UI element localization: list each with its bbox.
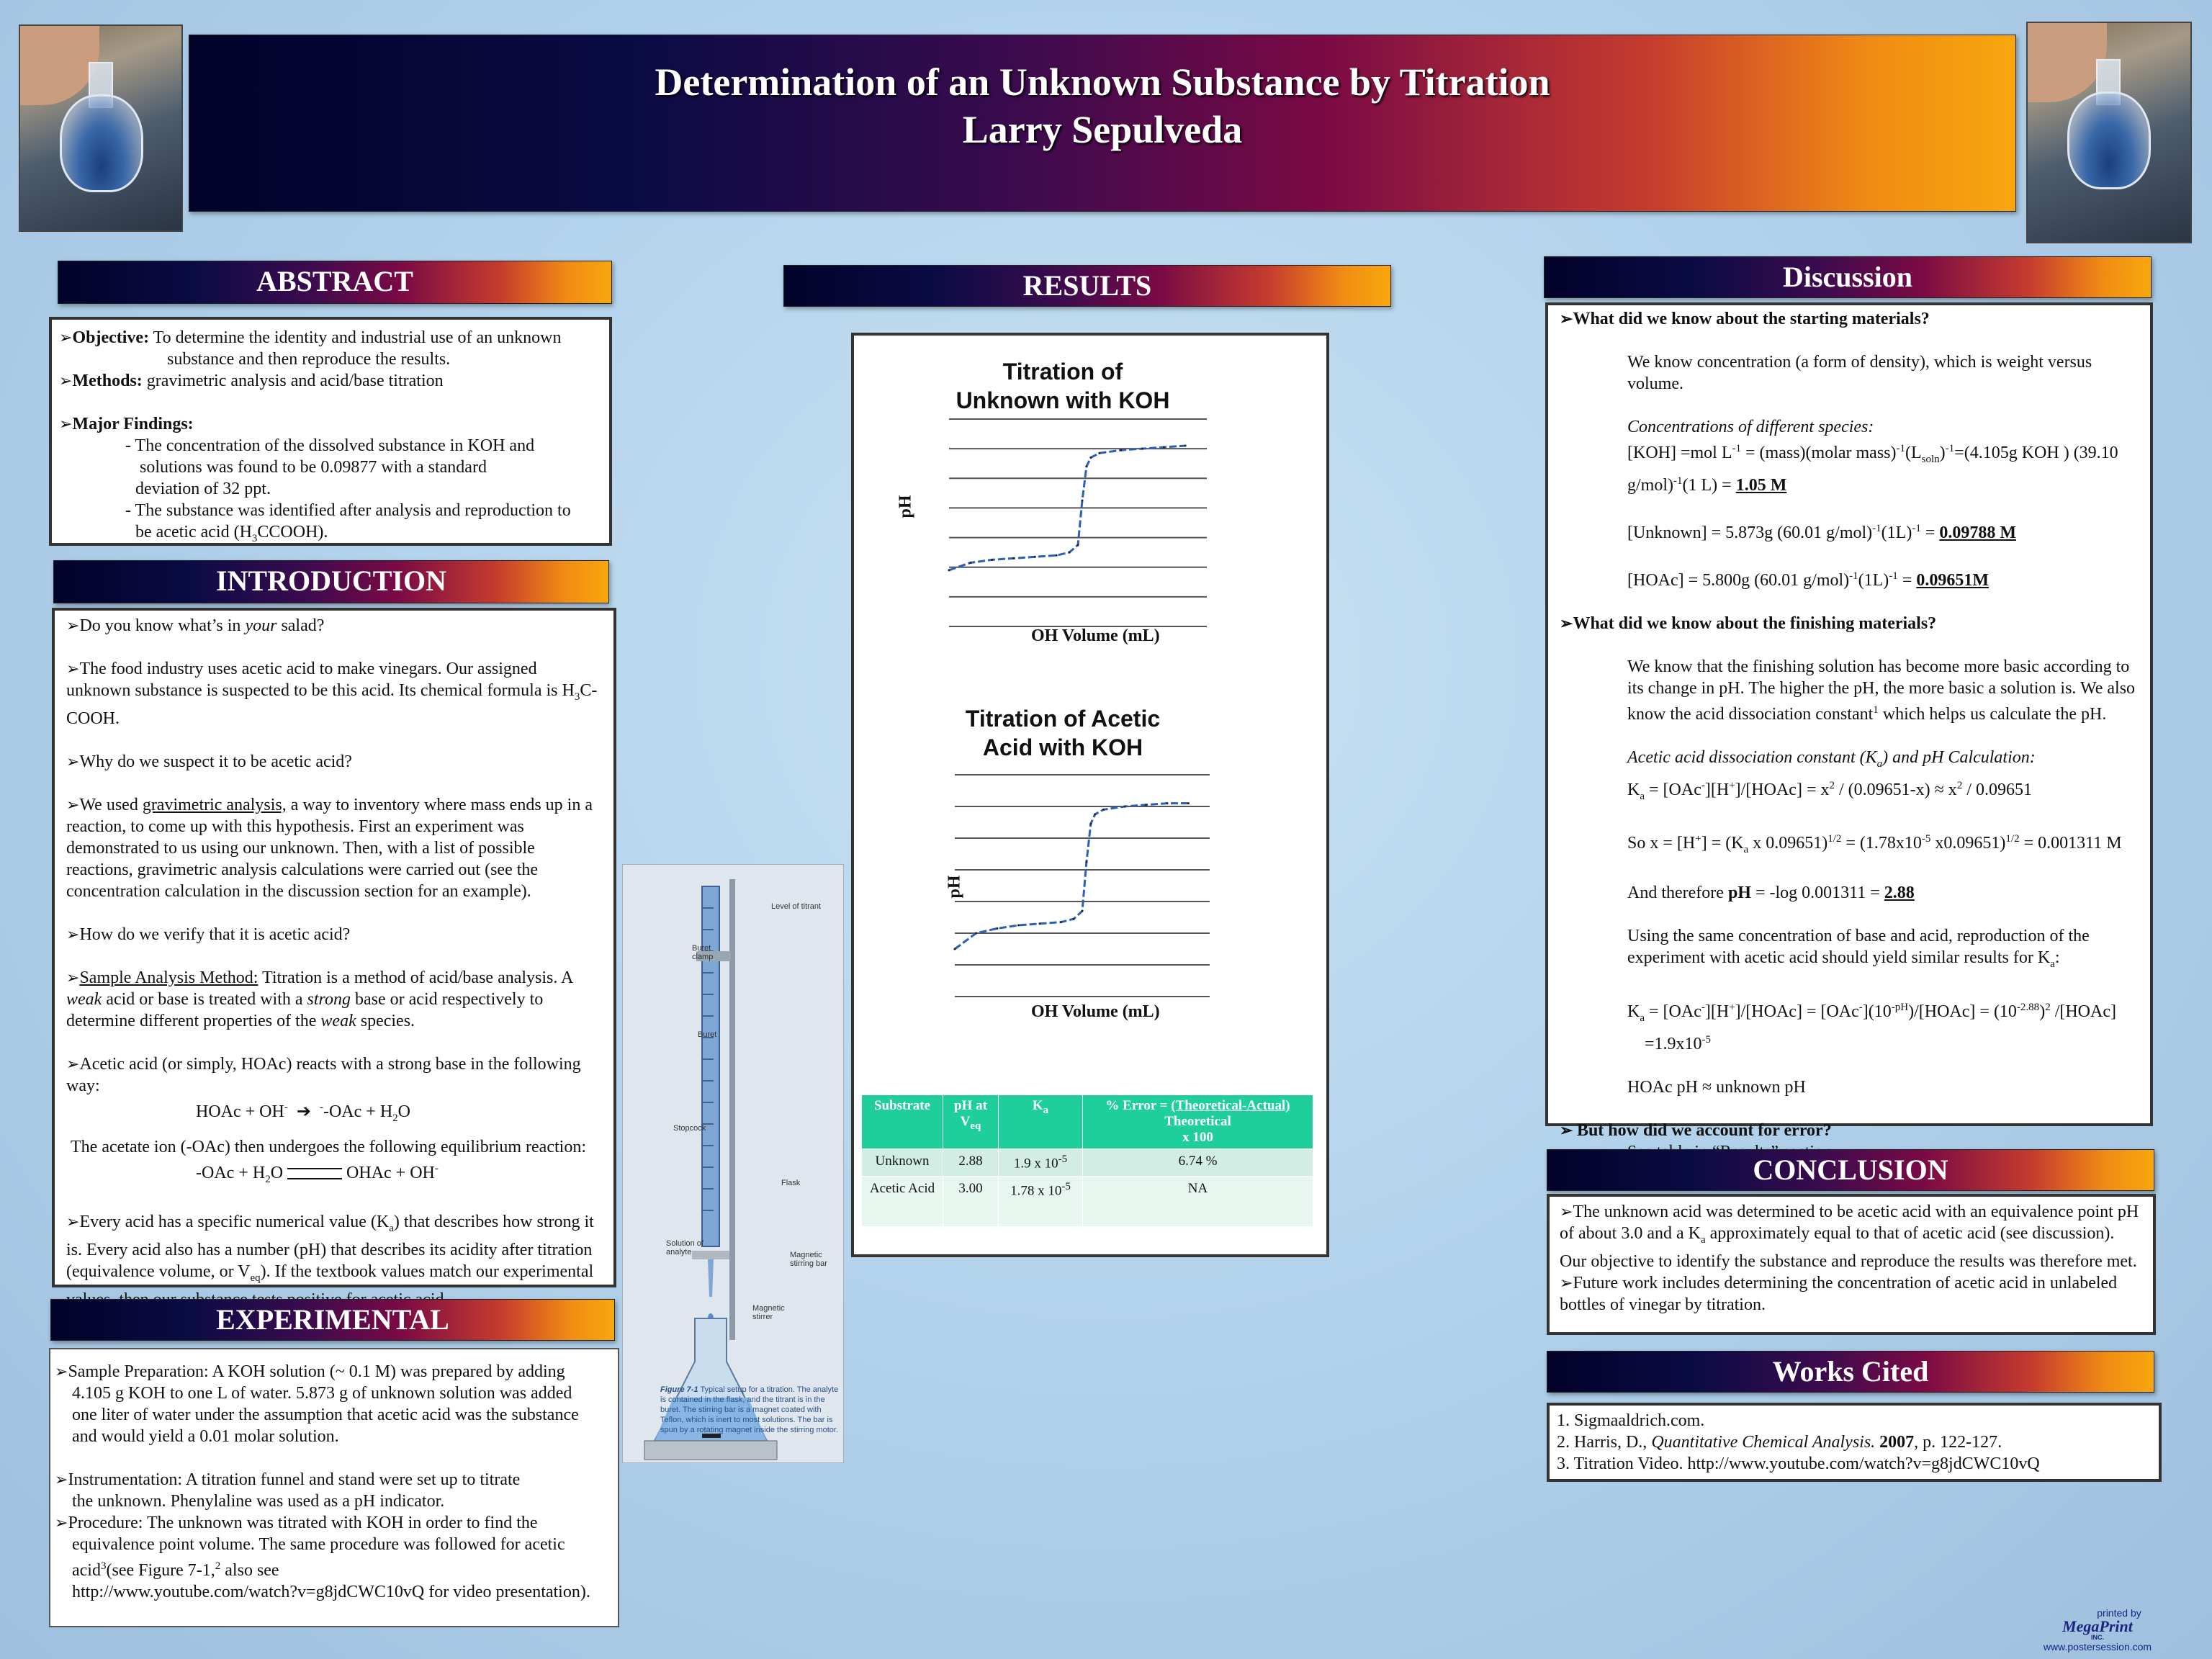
eq2-b: O	[270, 1163, 284, 1182]
printer-url: www.postersession.com	[2043, 1641, 2152, 1653]
koh-f: =(4.105g KOH ) (39.10 g/mol)	[1627, 444, 2118, 495]
chart2-data-point	[1094, 814, 1096, 816]
works-cited-title: Works Cited	[1772, 1355, 1929, 1388]
chart2-data-point	[975, 932, 977, 935]
finding-2b-post: CCOOH).	[257, 523, 328, 541]
intro-p9-b: ) that describes how strong it is. Every acid also has a number (pH) that describes its acidity after titration (equivalence volume, or V	[66, 1213, 594, 1282]
so-f: = 0.001311 M	[2019, 834, 2122, 853]
objective-text-2: substance and then reproduce the results.	[167, 350, 451, 369]
label-magnetic-stirring-bar: Magnetic stirring bar	[790, 1251, 827, 1268]
eq1-b: -OAc + H	[323, 1102, 393, 1121]
eq2-a: -OAc + H	[196, 1163, 266, 1182]
header-error-denominator: Theoretical	[1164, 1114, 1231, 1129]
chart2-plot	[854, 336, 1326, 1056]
equation-1: HOAc + OH- ➔ $^--OAc + H_2O$	[196, 1101, 410, 1124]
label-buret: Buret	[698, 1030, 717, 1039]
discussion-q2: What did we know about the finishing materials?	[1573, 613, 1937, 633]
table-cell	[999, 1149, 1083, 1177]
right-photo	[2026, 22, 2192, 243]
bullet-arrow-icon: ➢	[55, 1470, 68, 1488]
chart2-series-line	[955, 804, 1189, 949]
bullet-arrow-icon: ➢	[1560, 613, 1573, 632]
hoac-c: =	[1897, 570, 1917, 590]
bullet-arrow-icon: ➢	[59, 372, 73, 390]
intro-p6-em2: strong	[307, 989, 351, 1009]
header-ka	[999, 1095, 1083, 1149]
bullet-arrow-icon: ➢	[66, 1054, 80, 1073]
ka-eq4: / (0.09651-x) ≈ x	[1834, 780, 1957, 799]
ph-equation	[1560, 882, 2136, 904]
chart2-ylabel: pH	[945, 875, 964, 899]
chart2-data-point	[1145, 804, 1147, 806]
works-cited-2	[1557, 1431, 2152, 1453]
subscript: a	[1043, 1104, 1049, 1116]
bullet-arrow-icon: ➢	[1560, 1273, 1573, 1292]
so-c: x 0.09651)	[1748, 834, 1828, 853]
finding-2a: - The substance was identified after analysis and reproduction to	[125, 501, 571, 520]
table-row	[862, 1149, 1313, 1177]
table-cell: 2.88	[943, 1149, 999, 1177]
superscript: -5	[1061, 1181, 1071, 1193]
conclusion-p2: Future work includes determining the concentration of acetic acid in unlabeled bottles of vinegar by titration.	[1560, 1273, 2118, 1314]
superscript: 1	[1873, 703, 1879, 716]
unknown-value: 0.09788 M	[1939, 523, 2017, 542]
bullet-arrow-icon: ➢	[59, 328, 73, 346]
hoac-ph: HOAc pH ≈ unknown pH	[1627, 1077, 1806, 1097]
header-error-numerator: (Theoretical-Actual)	[1171, 1098, 1290, 1113]
equation-2: $-OAc + H_2O$ OHAc + OH-	[196, 1162, 439, 1185]
unk-b: (1L)	[1881, 523, 1912, 542]
header-error-label: % Error =	[1105, 1098, 1172, 1113]
label-flask: Flask	[781, 1179, 801, 1187]
results-header	[783, 265, 1391, 307]
eq2-c: OHAc + OH	[346, 1163, 435, 1182]
conclusion-box: ➢The unknown acid was determined to be acetic acid with an equivalence point pH of about 3.0 and a $K_a$ approximately equal to that of acetic acid (see discussion). Our objective to identify the substance and reproduce the results was therefore met. ➢Future work includes determining the concentration of acetic acid in unlabeled bottles of vinegar by titration.	[1547, 1194, 2156, 1335]
exp-p1a: Sample Preparation: A KOH solution (~ 0.1 M) was prepared by adding	[68, 1362, 565, 1381]
koh-a: [KOH] =mol L	[1627, 444, 1732, 462]
chart2-data-point	[1039, 922, 1041, 925]
intro-p2: The food industry uses acetic acid to make vinegars. Our assigned unknown substance is suspected to be this acid. Its chemical formula is H	[66, 660, 575, 700]
printed-by: printed by	[2097, 1607, 2141, 1619]
chart2-data-point	[954, 948, 956, 950]
ka-value: 1.9 x 10	[1013, 1156, 1058, 1172]
bullet-arrow-icon: ➢	[1560, 310, 1573, 328]
finding-2b: be acetic acid (H	[135, 523, 252, 541]
results-title: RESULTS	[1022, 269, 1152, 302]
titration-figure	[622, 864, 844, 1463]
label-buret-clamp: Buret clamp	[692, 944, 714, 961]
ka-eq5: / 0.09651	[1962, 780, 2032, 799]
discussion-same: Using the same concentration of base and acid, reproduction of the experiment with acetic acid should yield similar results for K	[1627, 927, 2090, 968]
left-photo	[19, 24, 183, 232]
introduction-title: INTRODUCTION	[215, 565, 447, 597]
koh-b: = (mass)(molar mass)	[1741, 444, 1897, 462]
intro-p1-post: salad?	[276, 616, 325, 635]
buret	[702, 886, 719, 1246]
subscript: soln	[1921, 453, 1940, 465]
introduction-header	[53, 560, 609, 603]
intro-p4-underline: gravimetric analysis,	[142, 795, 287, 814]
unknown-equation: [Unknown] = 5.873g (60.01 $g/mol)^{-1}(1L)^{-1} = 0.09788$ M	[1627, 522, 2017, 542]
exp-p3c-c: also see	[220, 1561, 279, 1580]
table-cell: Acetic Acid	[862, 1177, 943, 1227]
hoac-b: (1L)	[1858, 570, 1889, 590]
chart2-data-point	[1017, 925, 1020, 927]
ph-a: And therefore	[1627, 884, 1728, 903]
subscript: 3	[251, 532, 258, 544]
exp-p3c: acid	[72, 1561, 101, 1580]
ka2-a: = [OAc	[1649, 1002, 1701, 1021]
intro-p1-em: your	[245, 616, 277, 635]
bullet-arrow-icon: ➢	[66, 752, 80, 770]
bullet-arrow-icon: ➢	[1560, 1120, 1577, 1139]
so-e: x0.09651)	[1930, 834, 2006, 853]
bullet-arrow-icon: ➢	[1560, 1202, 1573, 1220]
bullet-arrow-icon: ➢	[55, 1362, 68, 1380]
chart2-data-point	[1060, 921, 1062, 923]
titration-setup-illustration	[623, 865, 843, 1462]
equilibrium-arrow-icon	[287, 1168, 342, 1179]
chart2-data-point	[1082, 910, 1084, 912]
superscript: 3	[100, 1560, 107, 1572]
buret-tip	[708, 1259, 714, 1297]
bullet-arrow-icon: ➢	[66, 616, 80, 634]
megaprint-logo: MegaPrint	[2062, 1617, 2133, 1635]
ka-value: 1.78 x 10	[1010, 1183, 1062, 1199]
intro-p4: We used	[79, 795, 143, 814]
bullet-arrow-icon: ➢	[66, 660, 80, 678]
intro-p6-em3: weak	[320, 1011, 356, 1030]
header-ka-label: K	[1032, 1098, 1043, 1113]
hoac-value: 0.09651M	[1916, 570, 1990, 590]
unk-a: [Unknown] = 5.873g (60.01 g/mol)	[1627, 523, 1873, 542]
ph-value: 2.88	[1884, 884, 1915, 903]
table-cell: 3.00	[943, 1177, 999, 1227]
conclusion-header	[1547, 1149, 2154, 1191]
discussion-a1: We know concentration (a form of density), which is weight versus volume.	[1627, 353, 2092, 393]
subscript: eq	[970, 1120, 981, 1132]
ka2-h: =1.9x10	[1645, 1034, 1702, 1053]
ph-b: pH	[1727, 884, 1751, 903]
printer-logo	[2029, 1607, 2166, 1653]
intro-p6-d: species.	[356, 1011, 415, 1030]
ka2-b: ][H	[1704, 1002, 1730, 1021]
works-cited-3: 3. Titration Video. http://www.youtube.com/watch?v=g8jdCWC10vQ	[1557, 1455, 2040, 1473]
bullet-arrow-icon: ➢	[66, 1213, 80, 1231]
discussion-a2: We know that the finishing solution has become more basic according to its change in pH. The higher the pH, the more basic a solution is. We also know the acid dissociation constant	[1627, 657, 2136, 724]
ka-label-b: ) and pH Calculation:	[1882, 747, 2036, 767]
discussion-q3: But how did we account for error?	[1576, 1120, 1832, 1140]
results-box	[851, 333, 1329, 1257]
bullet-arrow-icon: ➢	[55, 1514, 68, 1532]
ka2-g: /[HOAc]	[2050, 1002, 2116, 1021]
label-level-of-titrant: Level of titrant	[771, 902, 822, 911]
koh-g: (1 L) =	[1682, 475, 1736, 495]
koh-equation: [KOH] =mol $L^{-1}$ = (mass)(molar $mass)^{-1}(L_{soln})^{-1}=(4.105g$ KOH ) (39.10 g/mol)$^{-1}$(1 L) = 1.05 M	[1627, 443, 2118, 495]
intro-p6-b: acid or base is treated with a	[102, 989, 307, 1009]
discussion-a2-post: which helps us calculate the pH.	[1878, 704, 2107, 724]
stand-rod	[729, 879, 735, 1340]
megaprint-inc: INC.	[2091, 1634, 2104, 1641]
exp-p3b: equivalence point volume. The same procedure was followed for acetic	[72, 1535, 565, 1554]
koh-c: (L	[1905, 444, 1922, 462]
chart1-title: Titration of Unknown with KOH	[956, 359, 1170, 413]
chart1-xlabel: OH Volume (mL)	[1031, 626, 1160, 645]
figure-caption-text: Typical setup for a titration. The analyte is contained in the flask, and the titrant is in the buret. The stirring bar is a magnet coated with Teflon, which is inert to most solutions. The bar is spun by a rotating magnet inside the stirring motor.	[660, 1385, 839, 1434]
chart1-ylabel: pH	[896, 495, 915, 518]
eq1-c: O	[397, 1102, 410, 1121]
works-cited-2-title: Quantitative Chemical Analysis.	[1651, 1433, 1876, 1452]
title-banner	[189, 35, 2016, 212]
label-solution-of-analyte: Solution of analyte	[666, 1239, 703, 1256]
intro-p6-em1: weak	[66, 989, 102, 1009]
ka2-c: ]/[HOAc] = [OAc	[1735, 1002, 1859, 1021]
works-cited-2-a: 2. Harris, D.,	[1557, 1433, 1652, 1452]
table-cell	[999, 1177, 1083, 1227]
finding-1b: solutions was found to be 0.09877 with a standard	[140, 458, 487, 477]
koh-e: )	[1939, 444, 1946, 462]
exp-p2a: Instrumentation: A titration funnel and stand were set up to titrate	[68, 1470, 521, 1489]
experimental-box	[49, 1348, 619, 1627]
intro-p9: Every acid has a specific numerical value (K	[79, 1213, 390, 1232]
conclusion-p1: The unknown acid was determined to be acetic acid with an equivalence point pH of about 3.0 and a K	[1560, 1202, 2139, 1243]
works-cited-box	[1547, 1403, 2162, 1482]
abstract-title: ABSTRACT	[256, 265, 413, 297]
ka2-d: ](10	[1862, 1002, 1892, 1021]
unk-c: =	[1920, 523, 1940, 542]
figure-caption	[660, 1385, 840, 1435]
subscript: 3	[574, 691, 580, 703]
hoac-a: [HOAc] = 5.800g (60.01 g/mol)	[1627, 570, 1850, 590]
table-header-row	[862, 1095, 1313, 1149]
methods-label: Methods:	[72, 372, 143, 390]
ka2-e: )/[HOAc] = (10	[1908, 1002, 2017, 1021]
table-cell: Unknown	[862, 1149, 943, 1177]
superscript: 2	[215, 1560, 221, 1572]
so-b: ] = (K	[1701, 834, 1744, 853]
hoac-equation: [HOAc] = 5.800g (60.01 $g/mol)^{-1}(1L)^{-1} = 0.09651M$	[1627, 570, 1990, 590]
header-ph	[943, 1095, 999, 1149]
objective-label: Objective:	[72, 328, 150, 347]
bullet-arrow-icon: ➢	[66, 925, 80, 943]
poster-title: Determination of an Unknown Substance by Titration	[655, 60, 1550, 104]
works-cited-2-year: 2007	[1879, 1433, 1915, 1452]
conclusion-p1-b: approximately equal to that of acetic acid (see discussion). Our objective to identify the substance and reproduce the results was therefore met.	[1560, 1224, 2137, 1271]
intro-p9-c: ). If the textbook values match our experimental	[260, 1262, 594, 1282]
ka2-equation: $K_a$ = [OAc-][H+]/[HOAc] = $[OAc^-](10^{-pH})/[HOAc] = (10^{-2.88})^2$ /[HOAc]	[1627, 1001, 2116, 1024]
conclusion-title: CONCLUSION	[1753, 1154, 1948, 1186]
magnetic-stirrer	[644, 1441, 777, 1460]
table-cell: 6.74 %	[1083, 1149, 1313, 1177]
label-magnetic-stirrer: Magnetic stirrer	[752, 1304, 785, 1321]
so-d: = (1.78x10	[1841, 834, 1922, 853]
finding-1c: deviation of 32 ppt.	[135, 480, 271, 498]
intro-p6-c: base or acid respectively to determine different properties of the	[66, 989, 544, 1030]
intro-p6-a: Titration is a method of acid/base analysis. A	[258, 968, 573, 987]
bullet-arrow-icon: ➢	[59, 415, 73, 433]
discussion-q1: What did we know about the starting materials?	[1573, 310, 1930, 328]
works-cited-1: 1. Sigmaaldrich.com.	[1557, 1411, 1705, 1430]
finding-1a: - The concentration of the dissolved substance in KOH and	[125, 436, 535, 455]
x-equation: So $x = [H^+] = (K_a$ x $0.09651)^{1/2} = (1.78x10^{-5}$ x0.09651)$^{1/2}$ = 0.001311 M	[1627, 833, 2122, 856]
ka-eq3: ]/[HOAc] = x	[1735, 780, 1830, 799]
chart2-xlabel: OH Volume (mL)	[1031, 1002, 1160, 1021]
experimental-title: EXPERIMENTAL	[216, 1303, 449, 1336]
header-error-factor: x 100	[1182, 1130, 1213, 1145]
abstract-box	[49, 317, 612, 546]
intro-p1: Do you know what’s in	[79, 616, 246, 635]
discussion-header	[1544, 256, 2152, 298]
superscript: -5	[1058, 1154, 1068, 1165]
bullet-arrow-icon: ➢	[66, 968, 80, 986]
header-substrate: Substrate	[862, 1095, 943, 1149]
poster-author: Larry Sepulveda	[962, 108, 1243, 151]
results-table	[861, 1094, 1313, 1227]
so-a: So x = [H	[1627, 834, 1696, 853]
works-cited-header	[1547, 1351, 2154, 1393]
intro-p8: The acetate ion (-OAc) then undergoes the following equilibrium reaction:	[71, 1137, 586, 1156]
exp-p1d: and would yield a 0.01 molar solution.	[72, 1427, 339, 1446]
chart2-data-point	[1089, 823, 1092, 825]
ka-equation: $K_a$ = [OAc-][H+]/[HOAc] = $x^2 / (0.09651-x) \approx x^2 / 0.09651$	[1627, 779, 2032, 802]
ph-c: = -log 0.001311 =	[1750, 884, 1884, 903]
experimental-header	[50, 1299, 615, 1341]
abstract-header	[58, 261, 612, 304]
ka2-f: )	[2039, 1002, 2046, 1021]
exp-p3d: http://www.youtube.com/watch?v=g8jdCWC10vQ for video presentation).	[72, 1583, 590, 1601]
chart2-data-point	[1166, 802, 1169, 804]
introduction-box: ➢Do you know what’s in your salad? ➢The food industry uses acetic acid to make vinegars. Our assigned unknown substance is suspected to be this acid. Its chemical formula is $H_3C$-COOH. ➢Why do we suspect it to be acetic acid? ➢We used gravimetric analysis, a way to inventory where mass ends up in a reaction, to come up with this hypothesis. First an experiment was demonstrated to us using our unknown. Then, with a list of possible reactions, gravimetric analysis calculations were carried out (see the concentration calculation in the discussion section for an example). ➢How do we verify that it is acetic acid? ➢Sample Analysis Method: Titration is a method of acid/base analysis. A weak acid or base is treated with a strong base or acid respectively to determine different properties of the weak species. ➢Acetic acid (or simply, HOAc) reacts with a strong base in the following way: HOAc + OH- ➔ $^--OAc + H_2O$ The acetate ion (-OAc) then undergoes the following equilibrium reaction: $-OAc + H_2O$ OHAc + OH- ➢Every acid has a specific numerical value $(K_a)$ that describes how strong it is. Every acid also has a number (pH) that describes its acidity after titration (equivalence volume, or $V_{eq}$). If the textbook values match our experimental	[52, 608, 616, 1287]
exp-p2b: the unknown. Phenylaline was used as a pH indicator.	[72, 1492, 445, 1511]
chart2-data-point	[1124, 806, 1126, 808]
label-stopcock: Stopcock	[673, 1124, 706, 1133]
intro-p4-post: a way to inventory where mass ends up in a reaction, to come up with this hypothesis. First an experiment was demonstrated to us using our unknown. Then, with a list of possible reactions, gravimetric analysis calculations were carried out (see the concentration calculation in the discussion section for an example).	[66, 795, 593, 901]
eq1-a: HOAc + OH	[196, 1102, 284, 1121]
ka-label: Acetic acid dissociation constant (K	[1627, 747, 1877, 767]
findings-label: Major Findings:	[72, 415, 194, 433]
intro-p6-label: Sample Analysis Method:	[79, 968, 258, 987]
discussion-title: Discussion	[1782, 261, 1913, 293]
chart2-data-point	[1073, 918, 1075, 920]
concentrations-label: Concentrations of different species:	[1627, 418, 1874, 436]
ka-eq2: ][H	[1704, 780, 1730, 799]
intro-p7: Acetic acid (or simply, HOAc) reacts with a strong base in the following way:	[66, 1054, 581, 1095]
exp-p1c: one liter of water under the assumption that acetic acid was the substance	[72, 1406, 579, 1424]
table-cell: NA	[1083, 1177, 1313, 1227]
exp-p1b: 4.105 g KOH to one L of water. 5.873 g of unknown solution was added	[72, 1384, 572, 1403]
ka-eq: = [OAc	[1649, 780, 1701, 799]
intro-p2-post: C-COOH.	[66, 681, 598, 728]
header-ph-label: pH at V	[954, 1098, 987, 1129]
koh-value: 1.05 M	[1735, 475, 1787, 495]
chart2-data-point	[1187, 802, 1190, 804]
exp-p3a: Procedure: The unknown was titrated with KOH in order to find the	[68, 1514, 538, 1532]
intro-p3: Why do we suspect it to be acetic acid?	[79, 752, 352, 771]
figure-caption-label: Figure 7-1	[660, 1385, 698, 1394]
header-error	[1083, 1095, 1313, 1149]
discussion-box: ➢What did we know about the starting materials? We know concentration (a form of density), which is weight versus volume. Concentrations of different species: [KOH] =mol $L^{-1}$ = (mass)(molar $mass)^{-1}(L_{soln})^{-1}=(4.105g$ KOH ) (39.10 g/mol)$^{-1}$(1 L) = 1.05 M [Unknown] = 5.873g (60.01 $g/mol)^{-1}(1L)^{-1} = 0.09788$ M [HOAc] = 5.800g (60.01 $g/mol)^{-1}(1L)^{-1} = 0.09651M$ ➢What did we know about the finishing materials? We know that the finishing solution has become more basic according to its change in pH. The higher the pH, the more basic a solution is. We also know the acid dissociation constant$^1$ which helps us calculate the pH. Acetic acid dissociation constant $(K_a)$ and pH Calculation: $K_a$ = [OAc-][H+]/[HOAc] = $x^2 / (0.09651-x) \approx x^2 / 0.09651$ So $x = [H^+] = (K_a$ x $0.09651)^{1/2} = (1.78x10^{-5}$ x0.09651)$^{1/2}$ = 0.001311 M And therefore pH = -log 0.001311 = 2.88 Using the same concentration of base and acid, reproduction of the experiment with acetic acid should yield similar results for $K_a$: $K_a$ = [OAc-][H+]/[HOAc] = $[OAc^-](10^{-pH})/[HOAc] = (10^{-2.88})^2$ /[HOAc] $=1.9x10^{-5}$ HOAc pH ≈ unknown pH ➢ But how did we account for error?	[1545, 302, 2153, 1126]
exp-p3c-b: (see Figure 7-1,	[106, 1561, 215, 1580]
table-row	[862, 1177, 1313, 1227]
intro-p5: How do we verify that it is acetic acid?	[79, 925, 351, 944]
methods-text: gravimetric analysis and acid/base titration	[142, 372, 444, 390]
bullet-arrow-icon: ➢	[66, 795, 80, 814]
right-arrow-icon: ➔	[292, 1102, 315, 1121]
chart2-data-point	[1102, 809, 1105, 811]
chart2-data-point	[997, 927, 999, 930]
objective-text: To determine the identity and industrial use of an unknown	[149, 328, 562, 347]
chart2-data-point	[1085, 861, 1087, 863]
chart2-title: Titration of Acetic Acid with KOH	[965, 706, 1161, 760]
works-cited-2-c: , p. 122-127.	[1914, 1433, 2002, 1452]
